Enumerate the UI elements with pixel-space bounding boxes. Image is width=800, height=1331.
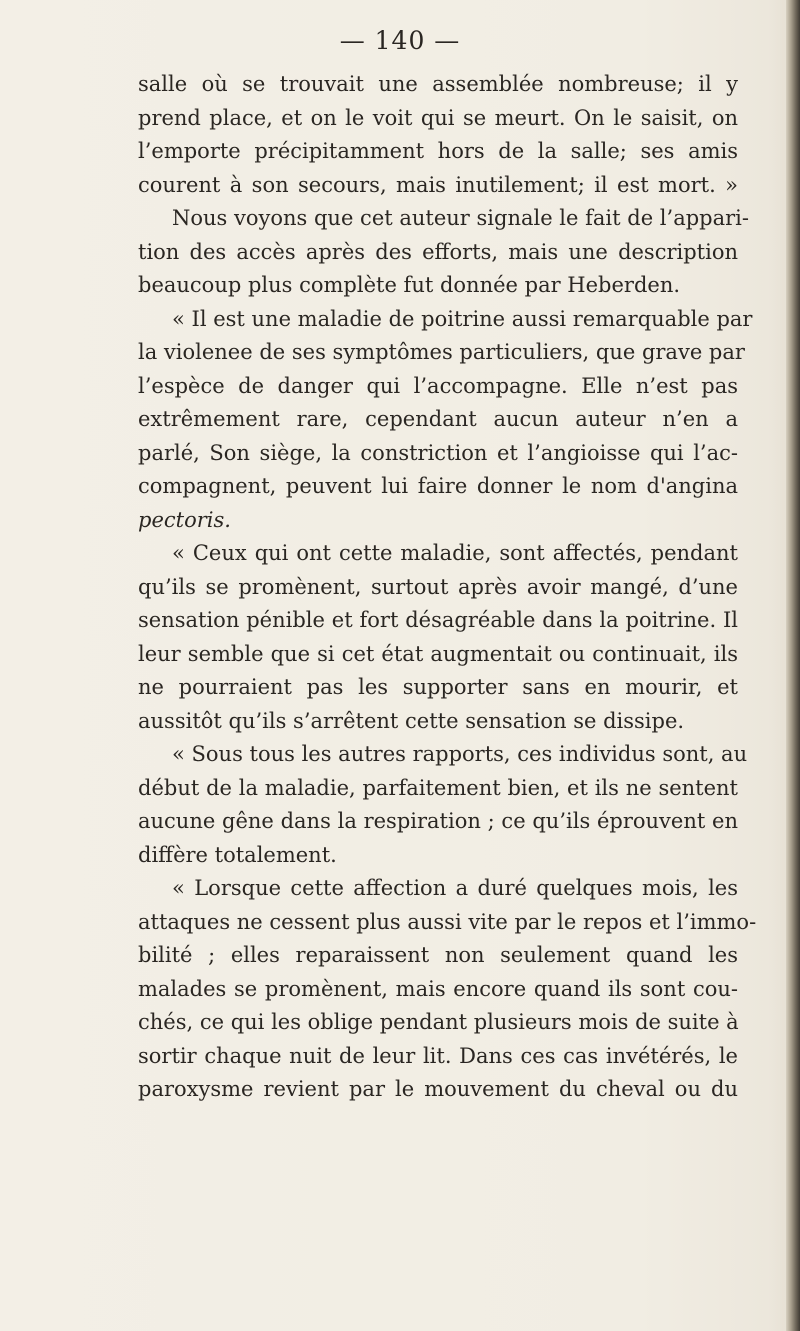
text-line: tion des accès après des efforts, mais une description — [138, 239, 738, 264]
text-line: extrêmement rare, cependant aucun auteur n’en a — [138, 407, 738, 431]
text-line: aucune gêne dans la respiration ; ce qu’ils éprouvent en — [138, 809, 738, 833]
text-line: « Lorsque cette affection a duré quelques mois, les — [172, 876, 738, 900]
text-line: beaucoup plus complète fut donnée par Heberden. — [138, 273, 681, 297]
text-line: l’espèce de danger qui l’accompagne. Elle n’est pas — [138, 373, 738, 398]
text-line: leur semble que si cet état augmentait ou continuait, ils — [138, 641, 738, 666]
text-line: malades se promènent, mais encore quand ils sont cou- — [138, 976, 738, 1001]
text-line: courent à son secours, mais inutilement; il est mort. » — [138, 172, 738, 197]
page-number: — 140 — — [339, 26, 461, 55]
text-line: Nous voyons que cet auteur signale le fait de l’appari- — [172, 206, 749, 230]
text-line: pectoris. — [138, 507, 231, 532]
text-line: l’emporte précipitamment hors de la salle; ses amis — [138, 139, 738, 163]
text-line: attaques ne cessent plus aussi vite par le repos et l’immo- — [138, 909, 757, 934]
text-line: « Sous tous les autres rapports, ces individus sont, au — [172, 742, 748, 766]
text-line: chés, ce qui les oblige pendant plusieurs mois de suite à — [138, 1010, 739, 1034]
text-line: « Il est une maladie de poitrine aussi remarquable par — [172, 306, 753, 331]
text-line: la violenee de ses symptômes particuliers, que grave par — [138, 340, 745, 364]
text-line: salle où se trouvait une assemblée nombreuse; il y — [138, 72, 738, 96]
text-line: parlé, Son siège, la constriction et l’angioisse qui l’ac- — [138, 440, 738, 465]
body-text — [138, 68, 757, 1107]
text-line: diffère totalement. — [138, 842, 337, 867]
text-line: qu’ils se promènent, surtout après avoir mangé, d’une — [138, 574, 738, 599]
text-line: prend place, et on le voit qui se meurt. On le saisit, on — [138, 105, 738, 130]
text-line: sensation pénible et fort désagréable dans la poitrine. Il — [138, 608, 738, 632]
text-line: « Ceux qui ont cette maladie, sont affectés, pendant — [172, 541, 738, 565]
text-line: aussitôt qu’ils s’arrêtent cette sensation se dissipe. — [138, 708, 685, 733]
page-edge-shadow — [786, 0, 800, 1331]
text-line: début de la maladie, parfaitement bien, et ils ne sentent — [138, 775, 738, 800]
text-line: sortir chaque nuit de leur lit. Dans ces cas invétérés, le — [138, 1043, 738, 1068]
text-line: bilité ; elles reparaissent non seulement quand les — [138, 943, 738, 967]
text-line: paroxysme revient par le mouvement du cheval ou du — [138, 1077, 738, 1101]
text-line: ne pourraient pas les supporter sans en mourir, et — [138, 675, 738, 699]
text-line: compagnent, peuvent lui faire donner le nom d'angina — [138, 474, 738, 498]
